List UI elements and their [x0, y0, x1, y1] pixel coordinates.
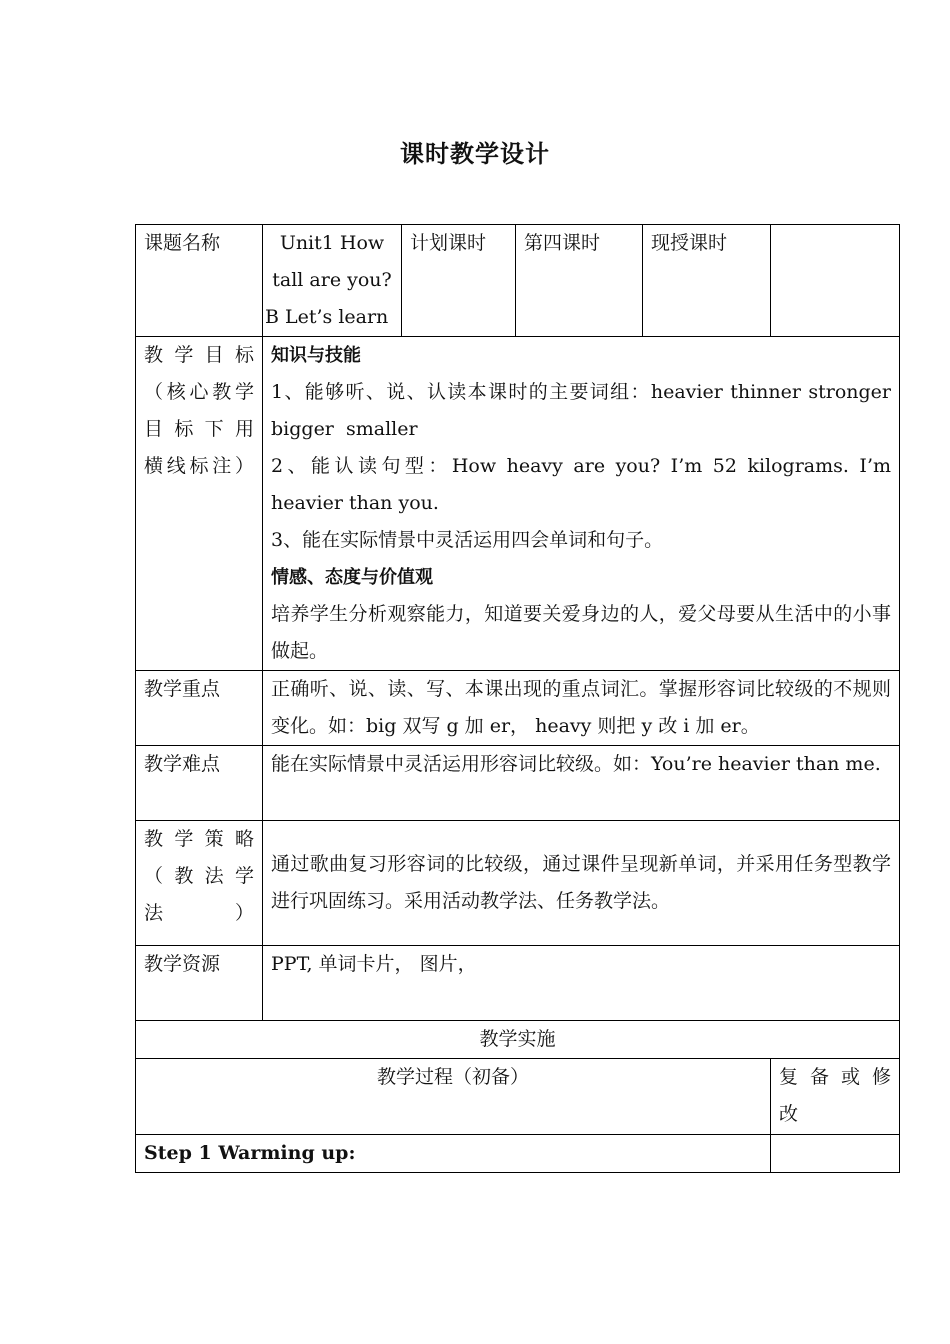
key-points-row	[136, 671, 900, 746]
step1-revise	[771, 1135, 900, 1173]
page-title: 课时教学设计	[400, 140, 550, 168]
implementation-heading: 教学实施	[136, 1021, 900, 1059]
topic-value	[263, 225, 402, 337]
topic-label: 课题名称	[136, 225, 263, 337]
step1-row	[136, 1135, 900, 1173]
implementation-row	[136, 1021, 900, 1059]
lesson-plan-table	[135, 224, 900, 1173]
knowledge-item: 1、能够听、说、认读本课时的主要词组：heavier thinner stronger	[271, 381, 891, 403]
resources-text: PPT, 单词卡片， 图片，	[263, 946, 900, 1021]
strategy-text: 通过歌曲复习形容词的比较级，通过课件呈现新单词，并采用任务型教学进行巩固练习。采用活动教学法、任务教学法。	[263, 821, 900, 946]
knowledge-item: 2、能认读句型：How heavy are you? I’m 52 kilograms. I’m heavier than you.	[271, 455, 891, 514]
topic-line: tall are you?	[272, 269, 392, 291]
strategy-label: 教 学 策 略（ 教 法 学法）	[136, 821, 263, 946]
difficulties-label: 教学难点	[136, 746, 263, 821]
emotion-text: 培养学生分析观察能力，知道要关爱身边的人，爱父母要从生活中的小事做起。	[271, 603, 891, 662]
key-points-text: 正确听、说、读、写、本课出现的重点词汇。掌握形容词比较级的不规则变化。如：big 双写 g 加 er， heavy 则把 y 改 i 加 er。	[263, 671, 900, 746]
key-points-label: 教学重点	[136, 671, 263, 746]
objectives-label: 教 学 目 标（核心教学目 标 下 用横线标注）	[136, 337, 263, 671]
revise-heading: 复 备 或 修 改	[771, 1059, 900, 1135]
header-row	[136, 225, 900, 337]
objectives-content	[263, 337, 900, 671]
planned-label: 计划课时	[402, 225, 516, 337]
knowledge-heading: 知识与技能	[271, 345, 361, 366]
planned-value: 第四课时	[516, 225, 643, 337]
objectives-row	[136, 337, 900, 671]
process-header-row	[136, 1059, 900, 1135]
resources-row	[136, 946, 900, 1021]
knowledge-item: 3、能在实际情景中灵活运用四会单词和句子。	[271, 529, 664, 551]
process-heading: 教学过程（初备）	[136, 1059, 771, 1135]
actual-value	[771, 225, 900, 337]
strategy-row	[136, 821, 900, 946]
actual-label: 现授课时	[643, 225, 771, 337]
resources-label: 教学资源	[136, 946, 263, 1021]
topic-line: B Let’s learn	[265, 306, 389, 328]
step1-heading: Step 1 Warming up:	[136, 1135, 771, 1173]
knowledge-item: bigger smaller	[271, 418, 418, 440]
emotion-heading: 情感、态度与价值观	[271, 567, 433, 588]
topic-line: Unit1 How	[279, 232, 385, 254]
difficulties-text: 能在实际情景中灵活运用形容词比较级。如：You’re heavier than me.	[263, 746, 900, 821]
difficulties-row	[136, 746, 900, 821]
